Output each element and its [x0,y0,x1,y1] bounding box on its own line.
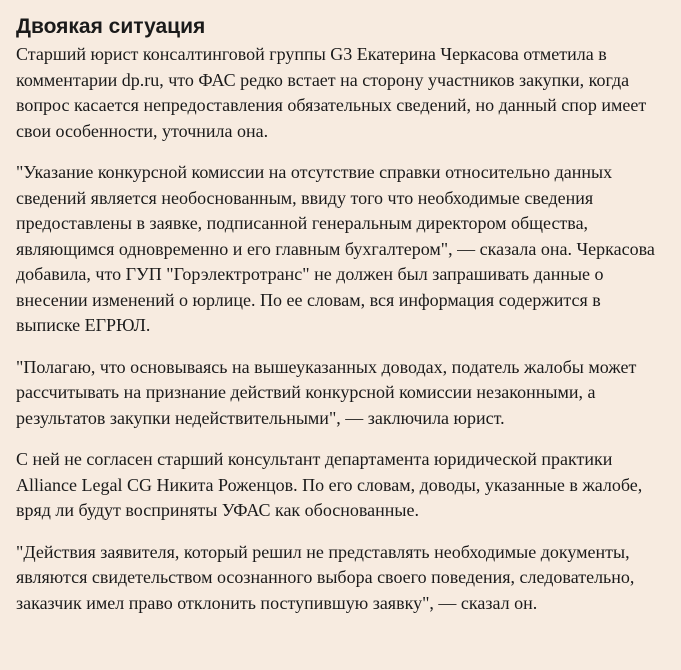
paragraph-cherkasova-quote: "Указание конкурсной комиссии на отсутствие справки относительно данных сведений является необоснованным, ввиду того что необходимые сведения предоставлены в заявке, подписанной генеральным директором общества, являющимся одновременно и его главным бухгалтером", — сказала она. Черкасова добавила, что ГУП "Горэлектротранс" не должен был запрашивать данные о внесении изменений о юрлице. По ее словам, вся информация содержится в выписке ЕГРЮЛ. [16,162,655,335]
paragraph-cherkasova-intro: Старший юрист консалтинговой группы G3 Екатерина Черкасова отметила в комментарии dp.ru, что ФАС редко встает на сторону участников закупки, когда вопрос касается непредоставления обязательных сведений, но данный спор имеет свои особенности, уточнила она. [16,44,647,141]
paragraph-cherkasova-conclusion: "Полагаю, что основываясь на вышеуказанных доводах, податель жалобы может рассчитывать на признание действий конкурсной комиссии незаконными, а результатов закупки недействительными", — заключила юрист. [16,356,637,428]
paragraph-rozhentsov-quote: "Действия заявителя, который решил не представлять необходимые документы, являются свидетельством осознанного выбора своего поведения, следовательно, заказчик имел право отклонить поступившую заявку", — сказал он. [16,541,635,613]
section-heading: Двоякая ситуация [16,15,206,38]
paragraph-rozhentsov-intro: С ней не согласен старший консультант департамента юридической практики Alliance Legal CG Никита Роженцов. По его словам, доводы, указанные в жалобе, вряд ли будут восприняты УФАС как обоснованные. [16,449,643,520]
